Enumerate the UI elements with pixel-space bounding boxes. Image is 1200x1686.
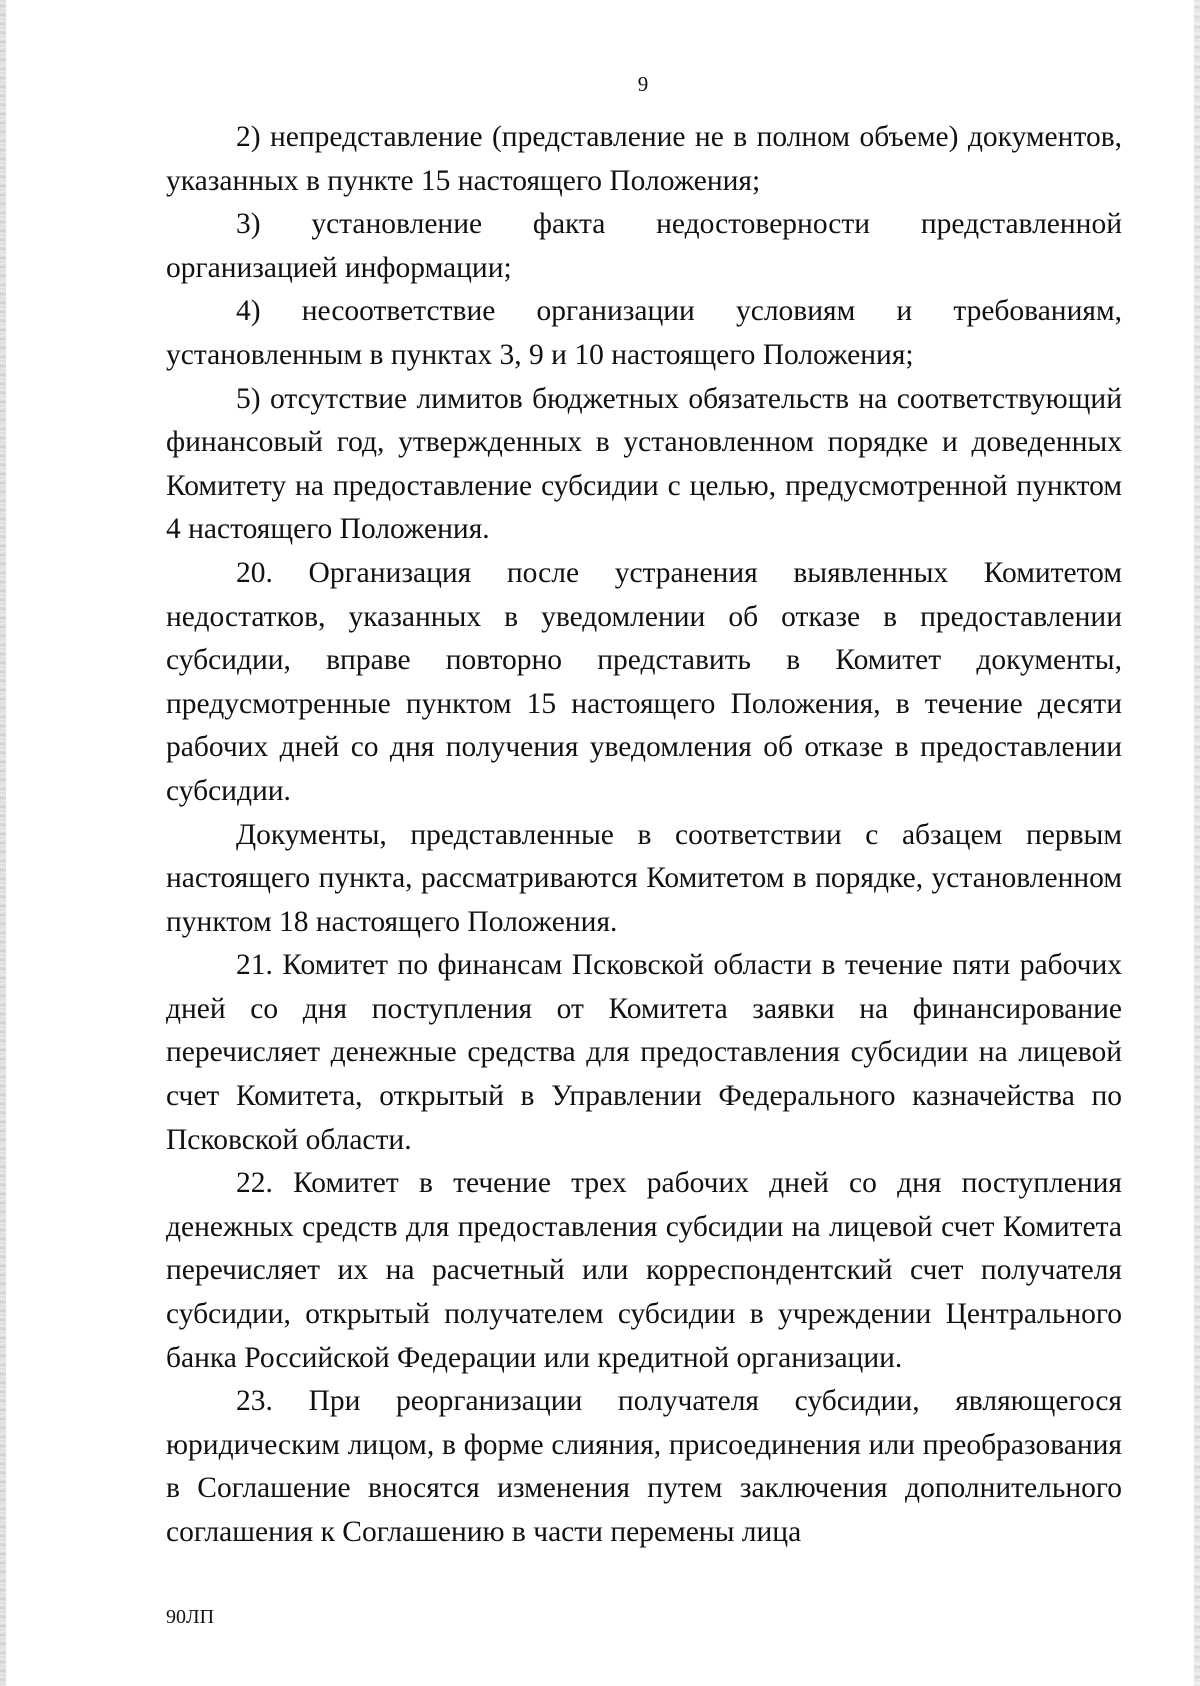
paragraph-item-4: 4) несоответствие организации условиям и требованиям, установленным в пунктах 3, 9 и 10 настоящего Положения; (166, 295, 1122, 371)
scan-edge-right (1194, 0, 1200, 1686)
page-number: 9 (637, 72, 649, 96)
document-body (166, 116, 1122, 1555)
paragraph-clause-20-documents: Документы, представленные в соответствии с абзацем первым настоящего пункта, рассматриваются Комитетом в порядке, установленном пунктом 18 настоящего Положения. (166, 818, 1122, 938)
paragraph-clause-22: 22. Комитет в течение трех рабочих дней со дня поступления денежных средств для предоставления субсидии на лицевой счет Комитета перечисляет их на расчетный или корреспондентский счет получателя субсидии, открытый получателем субсидии в учреждении Центрального банка Российской Федерации или кредитной организации. (166, 1167, 1122, 1374)
paragraph-item-3: 3) установление факта недостоверности представленной организацией информации; (166, 208, 1122, 284)
footer-document-code: 90ЛП (166, 1606, 215, 1628)
paragraph-clause-21: 21. Комитет по финансам Псковской области в течение пяти рабочих дней со дня поступления от Комитета заявки на финансирование перечисляет денежные средства для предоставления субсидии на лицевой счет Комитета, открытый в Управлении Федерального казначейства по Псковской области. (166, 949, 1122, 1156)
paragraph-clause-23: 23. При реорганизации получателя субсидии, являющегося юридическим лицом, в форме слияния, присоединения или преобразования в Соглашение вносятся изменения путем заключения дополнительного соглашения к Соглашению в части перемены лица (166, 1385, 1122, 1548)
paragraph-item-2: 2) непредставление (представление не в полном объеме) документов, указанных в пункте 15 настоящего Положения; (166, 121, 1122, 197)
paragraph-clause-20: 20. Организация после устранения выявленных Комитетом недостатков, указанных в уведомлении об отказе в предоставлении субсидии, вправе повторно представить в Комитет документы, предусмотренные пунктом 15 настоящего Положения, в течение десяти рабочих дней со дня получения уведомления об отказе в предоставлении субсидии. (166, 556, 1122, 807)
scan-edge-left (0, 0, 6, 1686)
paragraph-item-5: 5) отсутствие лимитов бюджетных обязательств на соответствующий финансовый год, утвержденных в установленном порядке и доведенных Комитету на предоставление субсидии с целью, предусмотренной пунктом 4 настоящего Положения. (166, 382, 1122, 546)
